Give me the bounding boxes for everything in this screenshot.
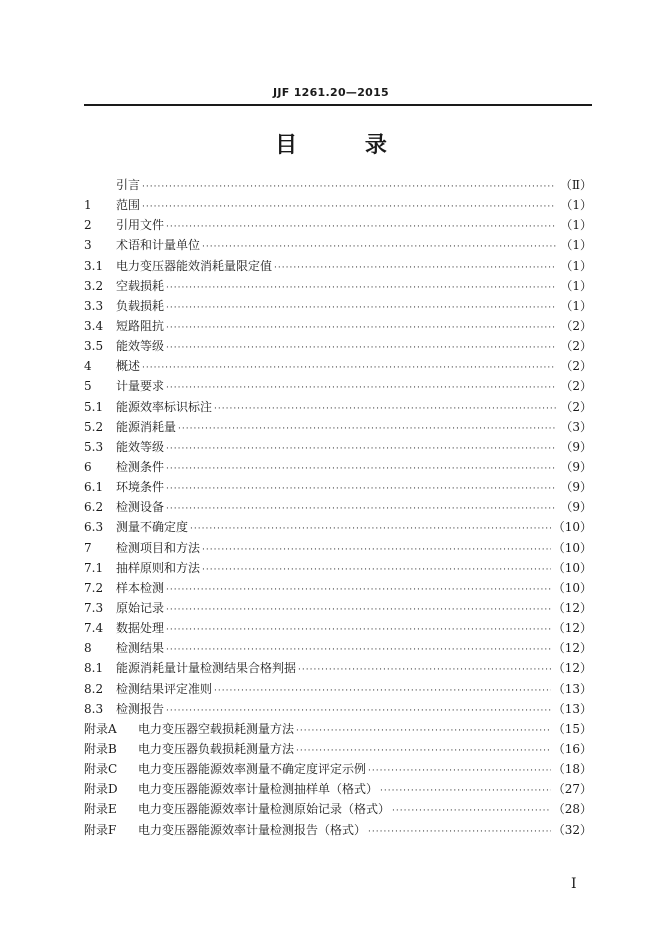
toc-entry-7-1[interactable] [84,558,592,578]
toc-leader-dots [166,499,556,519]
toc-entry-8-3[interactable] [84,699,592,719]
toc-entry-6-1[interactable] [84,477,592,497]
toc-entry-page: （9） [560,500,592,515]
toc-entry-number: 附录C [84,762,118,777]
toc-entry-number: 3.3 [84,298,104,313]
toc-entry-3-2[interactable] [84,276,592,296]
toc-entry-introduction[interactable] [84,175,592,195]
toc-entry-number: 3.5 [84,339,104,354]
toc-entry-3-4[interactable] [84,316,592,336]
toc-entry-label: 电力变压器能效消耗量限定值 [116,258,273,273]
toc-entry-number: 7.2 [84,580,104,595]
toc-entry-number: 附录D [84,782,118,797]
toc-entry-label: 能效等级 [116,439,165,454]
toc-leader-dots [178,419,556,439]
toc-entry-label: 引用文件 [116,218,165,233]
toc-entry-number: 3.2 [84,278,104,293]
toc-entry-label: 样本检测 [116,580,165,595]
toc-entry-appendix-c[interactable] [84,759,592,779]
toc-leader-dots [166,338,556,358]
toc-entry-number: 7 [84,540,92,555]
header-divider [84,104,592,106]
toc-entry-number: 3 [84,238,92,253]
toc-entry-label: 检测结果评定准则 [116,681,213,696]
toc-entry-label: 能效等级 [116,339,165,354]
toc-entry-page: （18） [552,762,592,777]
toc-entry-label: 能源消耗量 [116,419,177,434]
toc-entry-page: （16） [552,741,592,756]
toc-entry-label: 空载损耗 [116,278,165,293]
toc-entry-number: 8.3 [84,701,104,716]
toc-leader-dots [392,801,551,821]
toc-entry-page: （2） [560,399,592,414]
toc-entry-label: 电力变压器负载损耗测量方法 [138,741,295,756]
toc-entry-appendix-b[interactable] [84,739,592,759]
toc-entry-page: （10） [552,580,592,595]
toc-leader-dots [214,681,551,701]
toc-leader-dots [166,459,556,479]
toc-entry-number: 8.1 [84,661,104,676]
toc-entry-5[interactable] [84,376,592,396]
toc-entry-8-1[interactable] [84,658,592,678]
toc-entry-7[interactable] [84,538,592,558]
toc-leader-dots [166,217,556,237]
toc-leader-dots [166,479,556,499]
toc-leader-dots [190,519,551,539]
toc-entry-label: 能源效率标识标注 [116,399,213,414]
toc-title: 目 录 [275,132,417,158]
toc-entry-number: 3.4 [84,318,104,333]
toc-entry-page: （1） [560,218,592,233]
toc-leader-dots [142,197,556,217]
toc-leader-dots [202,540,551,560]
toc-leader-dots [380,781,551,801]
toc-leader-dots [142,177,556,197]
toc-leader-dots [166,378,556,398]
toc-entry-number: 6.2 [84,500,104,515]
toc-entry-label: 范围 [116,198,141,213]
toc-entry-6-2[interactable] [84,497,592,517]
toc-entry-label: 负载损耗 [116,298,165,313]
toc-entry-page: （13） [552,681,592,696]
toc-entry-label: 能源消耗量计量检测结果合格判据 [116,661,297,676]
toc-entry-page: （10） [552,540,592,555]
toc-entry-label: 概述 [116,359,141,374]
toc-entry-3[interactable] [84,235,592,255]
toc-entry-number: 5.2 [84,419,104,434]
toc-entry-page: （2） [560,359,592,374]
toc-entry-label: 抽样原则和方法 [116,560,201,575]
toc-entry-5-3[interactable] [84,437,592,457]
page-number: Ⅰ [571,876,577,892]
toc-entry-label: 检测结果 [116,641,165,656]
toc-entry-appendix-e[interactable] [84,799,592,819]
toc-entry-number: 6 [84,459,92,474]
toc-entry-label: 电力变压器能源效率计量检测报告（格式） [138,822,367,837]
toc-entry-5-2[interactable] [84,417,592,437]
toc-leader-dots [166,600,551,620]
toc-entry-page: （2） [560,379,592,394]
toc-leader-dots [166,640,551,660]
toc-entry-1[interactable] [84,195,592,215]
toc-entry-label: 电力变压器能源效率测量不确定度评定示例 [138,762,367,777]
toc-entry-label: 短路阻抗 [116,318,165,333]
toc-leader-dots [142,358,556,378]
toc-entry-number: 5.1 [84,399,104,414]
toc-entry-number: 6.3 [84,520,104,535]
toc-entry-5-1[interactable] [84,397,592,417]
toc-entry-7-2[interactable] [84,578,592,598]
toc-entry-page: （Ⅱ） [559,178,592,192]
toc-entry-page: （12） [552,641,592,656]
toc-entry-3-5[interactable] [84,336,592,356]
toc-entry-page: （1） [560,298,592,313]
toc-entry-number: 附录A [84,721,117,736]
toc-entry-label: 检测条件 [116,459,165,474]
table-of-contents [84,175,592,840]
toc-entry-page: （27） [552,782,592,797]
toc-entry-label: 电力变压器空载损耗测量方法 [138,721,295,736]
toc-entry-7-4[interactable] [84,618,592,638]
toc-entry-page: （12） [552,600,592,615]
toc-entry-page: （3） [560,419,592,434]
toc-entry-3-3[interactable] [84,296,592,316]
toc-leader-dots [202,237,556,257]
toc-entry-number: 7.1 [84,560,104,575]
toc-entry-page: （28） [552,802,592,817]
toc-entry-page: （15） [552,721,592,736]
toc-entry-page: （1） [560,238,592,253]
toc-entry-page: （32） [552,822,592,837]
toc-entry-label: 数据处理 [116,621,165,636]
toc-entry-number: 附录F [84,822,117,837]
toc-entry-page: （2） [560,318,592,333]
toc-entry-number: 附录B [84,741,117,756]
toc-entry-page: （9） [560,439,592,454]
toc-entry-label: 检测项目和方法 [116,540,201,555]
toc-entry-page: （12） [552,621,592,636]
toc-leader-dots [368,761,551,781]
toc-leader-dots [368,822,551,842]
toc-entry-number: 2 [84,218,92,233]
toc-entry-number: 5 [84,379,92,394]
toc-entry-label: 测量不确定度 [116,520,189,535]
toc-entry-4[interactable] [84,356,592,376]
toc-entry-label: 电力变压器能源效率计量检测抽样单（格式） [138,782,379,797]
toc-leader-dots [166,278,556,298]
toc-entry-label: 计量要求 [116,379,165,394]
toc-entry-page: （1） [560,278,592,293]
toc-entry-8-2[interactable] [84,679,592,699]
toc-leader-dots [274,258,556,278]
toc-entry-label: 术语和计量单位 [116,238,201,253]
toc-entry-6[interactable] [84,457,592,477]
toc-entry-number: 8 [84,641,92,656]
toc-entry-number: 1 [84,198,92,213]
toc-entry-7-3[interactable] [84,598,592,618]
toc-entry-label: 引言 [116,178,141,192]
toc-entry-number: 7.3 [84,600,104,615]
toc-entry-page: （10） [552,560,592,575]
toc-leader-dots [298,660,551,680]
toc-leader-dots [166,298,556,318]
toc-entry-page: （10） [552,520,592,535]
toc-entry-3-1[interactable] [84,256,592,276]
toc-entry-number: 5.3 [84,439,104,454]
toc-entry-number: 8.2 [84,681,104,696]
toc-entry-number: 7.4 [84,621,104,636]
toc-leader-dots [166,701,551,721]
toc-entry-page: （9） [560,480,592,495]
toc-leader-dots [166,620,551,640]
toc-leader-dots [202,560,551,580]
toc-entry-number: 6.1 [84,480,104,495]
toc-leader-dots [214,399,556,419]
standard-code-header: JJF 1261.20—2015 [272,86,390,99]
toc-entry-page: （1） [560,198,592,213]
toc-entry-page: （12） [552,661,592,676]
toc-entry-page: （1） [560,258,592,273]
toc-entry-label: 检测报告 [116,701,165,716]
toc-leader-dots [296,721,551,741]
toc-entry-number: 附录E [84,802,117,817]
toc-entry-page: （2） [560,339,592,354]
toc-entry-number: 3.1 [84,258,104,273]
toc-entry-appendix-d[interactable] [84,779,592,799]
toc-leader-dots [166,439,556,459]
toc-entry-label: 原始记录 [116,600,165,615]
toc-entry-page: （9） [560,459,592,474]
toc-entry-label: 电力变压器能源效率计量检测原始记录（格式） [138,802,391,817]
toc-entry-appendix-a[interactable] [84,719,592,739]
toc-entry-8[interactable] [84,638,592,658]
toc-entry-appendix-f[interactable] [84,820,592,840]
toc-entry-label: 检测设备 [116,500,165,515]
toc-leader-dots [166,580,551,600]
toc-entry-2[interactable] [84,215,592,235]
toc-leader-dots [296,741,551,761]
toc-entry-number: 4 [84,359,92,374]
toc-entry-label: 环境条件 [116,480,165,495]
toc-entry-page: （13） [552,701,592,716]
toc-leader-dots [166,318,556,338]
toc-entry-6-3[interactable] [84,517,592,537]
